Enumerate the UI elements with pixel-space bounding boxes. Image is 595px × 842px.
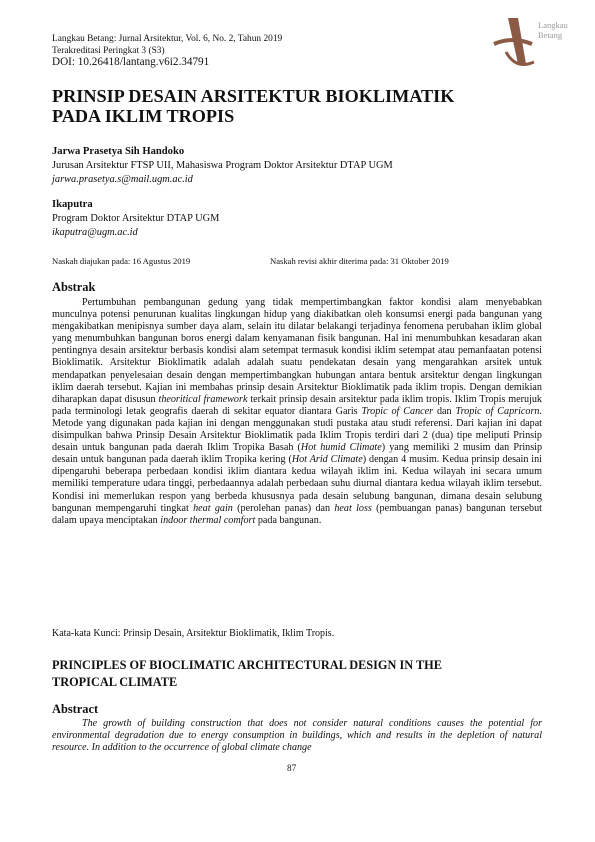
page-number: 87 — [287, 763, 297, 773]
author-block-2 — [52, 198, 219, 240]
abstrak-italic-term: Tropic of Cancer — [361, 405, 434, 417]
abstrak-italic-term: indoor thermal comfort — [160, 514, 256, 526]
submitted-date: Naskah diajukan pada: 16 Agustus 2019 — [52, 256, 191, 266]
abstrak-text: dan — [433, 405, 456, 417]
abstrak-text: terkait prinsip desain arsitektur pada iklim tropis. Iklim Tropis merujuk pada terminologi letak geografis daerah di sekitar equator diantara Garis — [52, 393, 542, 417]
doi-link[interactable]: DOI: 10.26418/lantang.v6i2.34791 — [52, 56, 210, 68]
abstrak-italic-term: Hot Arid Climate — [291, 454, 363, 466]
english-title-line2: TROPICAL CLIMATE — [52, 674, 178, 689]
abstrak-heading: Abstrak — [52, 280, 96, 294]
abstrak-italic-term: Hot humid Climate — [300, 442, 382, 454]
abstrak-text: pada bangunan. — [255, 514, 322, 526]
abstract-body: The growth of building construction that does not consider natural conditions causes the potential for environmental degradation due to energy consumption in buildings, which and results in the depletion of natural resource. In addition to the occurrence of global climate change — [52, 718, 542, 754]
abstract-heading: Abstract — [52, 702, 99, 716]
abstrak-italic-term: heat loss — [334, 502, 372, 514]
abstrak-italic-term: Tropic of Capricorn. — [455, 405, 542, 417]
abstrak-italic-term: theoritical framework — [158, 393, 248, 405]
logo-text-line1: Langkau — [538, 20, 568, 30]
paper-title-line1: PRINSIP DESAIN ARSITEKTUR BIOKLIMATIK — [52, 86, 455, 106]
author-email[interactable]: jarwa.prasetya.s@mail.ugm.ac.id — [52, 174, 193, 185]
abstrak-text: ) yang memiliki 2 musim dan Prinsip desain untuk bangunan pada daerah iklim Tropika kering ( — [52, 442, 543, 466]
english-title-line1: PRINCIPLES OF BIOCLIMATIC ARCHITECTURAL DESIGN IN THE — [52, 658, 442, 672]
logo-text-line2: Betang — [538, 30, 563, 40]
keywords: Kata-kata Kunci: Prinsip Desain, Arsitektur Bioklimatik, Iklim Tropis. — [52, 628, 335, 639]
english-title — [52, 657, 532, 690]
author-affiliation: Jurusan Arsitektur FTSP UII, Mahasiswa Program Doktor Arsitektur DTAP UGM — [52, 160, 393, 171]
author-name: Jarwa Prasetya Sih Handoko — [52, 146, 185, 157]
abstrak-text: (pembuangan panas) bangunan tersebut dalam upaya menciptakan — [52, 502, 542, 526]
abstrak-text: Pertumbuhan pembangunan gedung yang tidak mempertimbangkan faktor kondisi alam menyebabkan munculnya potensi penurunan kualitas lingkungan hidup yang diakibatkan oleh konsumsi energi pada bangunan yang mengakibatkan menipisnya sumber daya alam, selain itu dilatar belakangi terjadinya fenomena perubahan iklim global yang menumbuhkan bangunan boros energi dalam kenyamanan fisik bangunan. Hal ini menumbuhkan kesadaran akan pentingnya desain arsitektur berbasis kondisi alam setempat termasuk kondisi iklim setempat atau pemanfaatan potensi Bioklimatik. Arsitektur Bioklimatik adalah adalah suatu pendekatan desain yang mengarahkan arsitek untuk mendapatkan penyelesaian desain dengan mempertimbangkan hubungan antara bentuk arsitektur dengan lingkungan iklim daerah tersebut. Kajian ini membahas prinsip desain Arsitektur Bioklimatik pada iklim tropis. Dengan demikian diharapkan dapat disusun — [52, 297, 542, 405]
journal-header — [52, 34, 282, 57]
author-email[interactable]: ikaputra@ugm.ac.id — [52, 227, 138, 238]
author-block-1 — [52, 145, 393, 187]
langkau-betang-logo-icon — [488, 14, 540, 74]
abstrak-body — [52, 297, 542, 527]
author-affiliation: Program Doktor Arsitektur DTAP UGM — [52, 213, 220, 224]
journal-logo — [488, 14, 578, 74]
abstrak-text: Metode yang digunakan pada kajian ini dengan menggunakan studi pustaka atau studi referensi. Dari kajian ini dapat disimpulkan bahwa Prinsip Desain Arsitektur Bioklimatik pada Iklim Tropis terdiri dari 2 (dua) tipe meliputi Prinsip desain untuk bangunan pada daerah Iklim Tropika Basah ( — [52, 417, 542, 454]
abstrak-text: (perolehan panas) dan — [232, 502, 335, 514]
revised-date: Naskah revisi akhir diterima pada: 31 Oktober 2019 — [270, 256, 449, 266]
journal-citation: Langkau Betang: Jurnal Arsitektur, Vol. 6, No. 2, Tahun 2019 — [52, 34, 283, 44]
logo-text — [538, 20, 568, 40]
paper-title-line2: PADA IKLIM TROPIS — [52, 106, 235, 126]
paper-title — [52, 86, 542, 126]
abstrak-text: ) dengan 4 musim. Kedua prinsip desain ini dipengaruhi beberapa perbedaan kondisi iklim diantara kedua wilayah iklim ini. Kedua wilayah ini secara umum memiliki temperature udara tinggi, perbedaannya adalah perbedaan suhu diurnal diantara kedua wilayah iklim tersebut. Kondisi ini memerlukan respon yang berbeda khususnya pada desain selubung bangunan, dimana desain selubung bangunan mempengaruhi tingkat — [52, 454, 542, 514]
author-name: Ikaputra — [52, 199, 93, 210]
abstrak-italic-term: heat gain — [193, 502, 233, 514]
accreditation-text: Terakreditasi Peringkat 3 (S3) — [52, 45, 165, 56]
